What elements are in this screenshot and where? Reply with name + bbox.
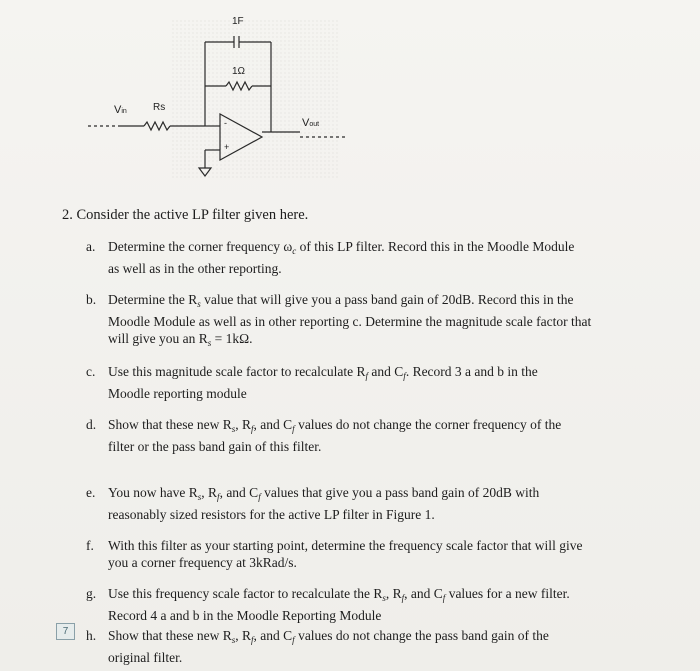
feedback-resistor-label: 1Ω	[232, 66, 246, 77]
rs-resistor	[144, 122, 170, 130]
lp-filter-circuit-diagram	[0, 0, 700, 200]
vout-label: Vout	[302, 117, 320, 129]
opamp-plus-label: +	[224, 142, 230, 152]
rs-label: Rs	[153, 102, 166, 113]
vin-label: Vin	[114, 104, 127, 116]
worksheet-page: 1F 1Ω Vin Rs Vout - + 2. Consider the active LP filter given here. a. Determine the corner frequency $\omega_c$ of this LP filter. Record this in the Moodle Module as well as in the other reporting. b. Determine the $R_s$ value that will give you a pass band gain of 20dB. Record this in the Moodle Module as well as in other reporting c. Determine the magnitude scale factor that will give you an $R_s = 1k\Omega$. c. Use this magnitude scale factor to recalculate $R_f$ and $C_f$. Record 3 a and b in the Moodle reporting module d. Show that these new $R_s$, $R_f$, and $C_f$ values do not change the corner frequency of the filter or the pass band gain of this filter. e. You now have $R_s$, $R_f$, and $C_f$ values that give you a pass band gain of 20dB with reasonably sized resistors for the active LP filter in Figure 1. f. With this filter as your starting point, determine the frequency scale factor that will give you a corner frequency at 3kRad/s. g. Use this frequency scale factor to recalculate the $R_s$, $R_f$, and $C_f$ values for a new filter. Record 4 a and b in the Moodle Reporting Module 7 h. Show that these new $R_s$, $R_f$, and $C_f$ values do not change the pass band gain of the original filter.	[0, 0, 700, 671]
note-checkbox[interactable]: 7	[56, 623, 75, 640]
problem-heading: 2. Consider the active LP filter given here.	[62, 207, 309, 223]
opamp-minus-label: -	[224, 118, 227, 128]
capacitor-label: 1F	[232, 16, 244, 27]
